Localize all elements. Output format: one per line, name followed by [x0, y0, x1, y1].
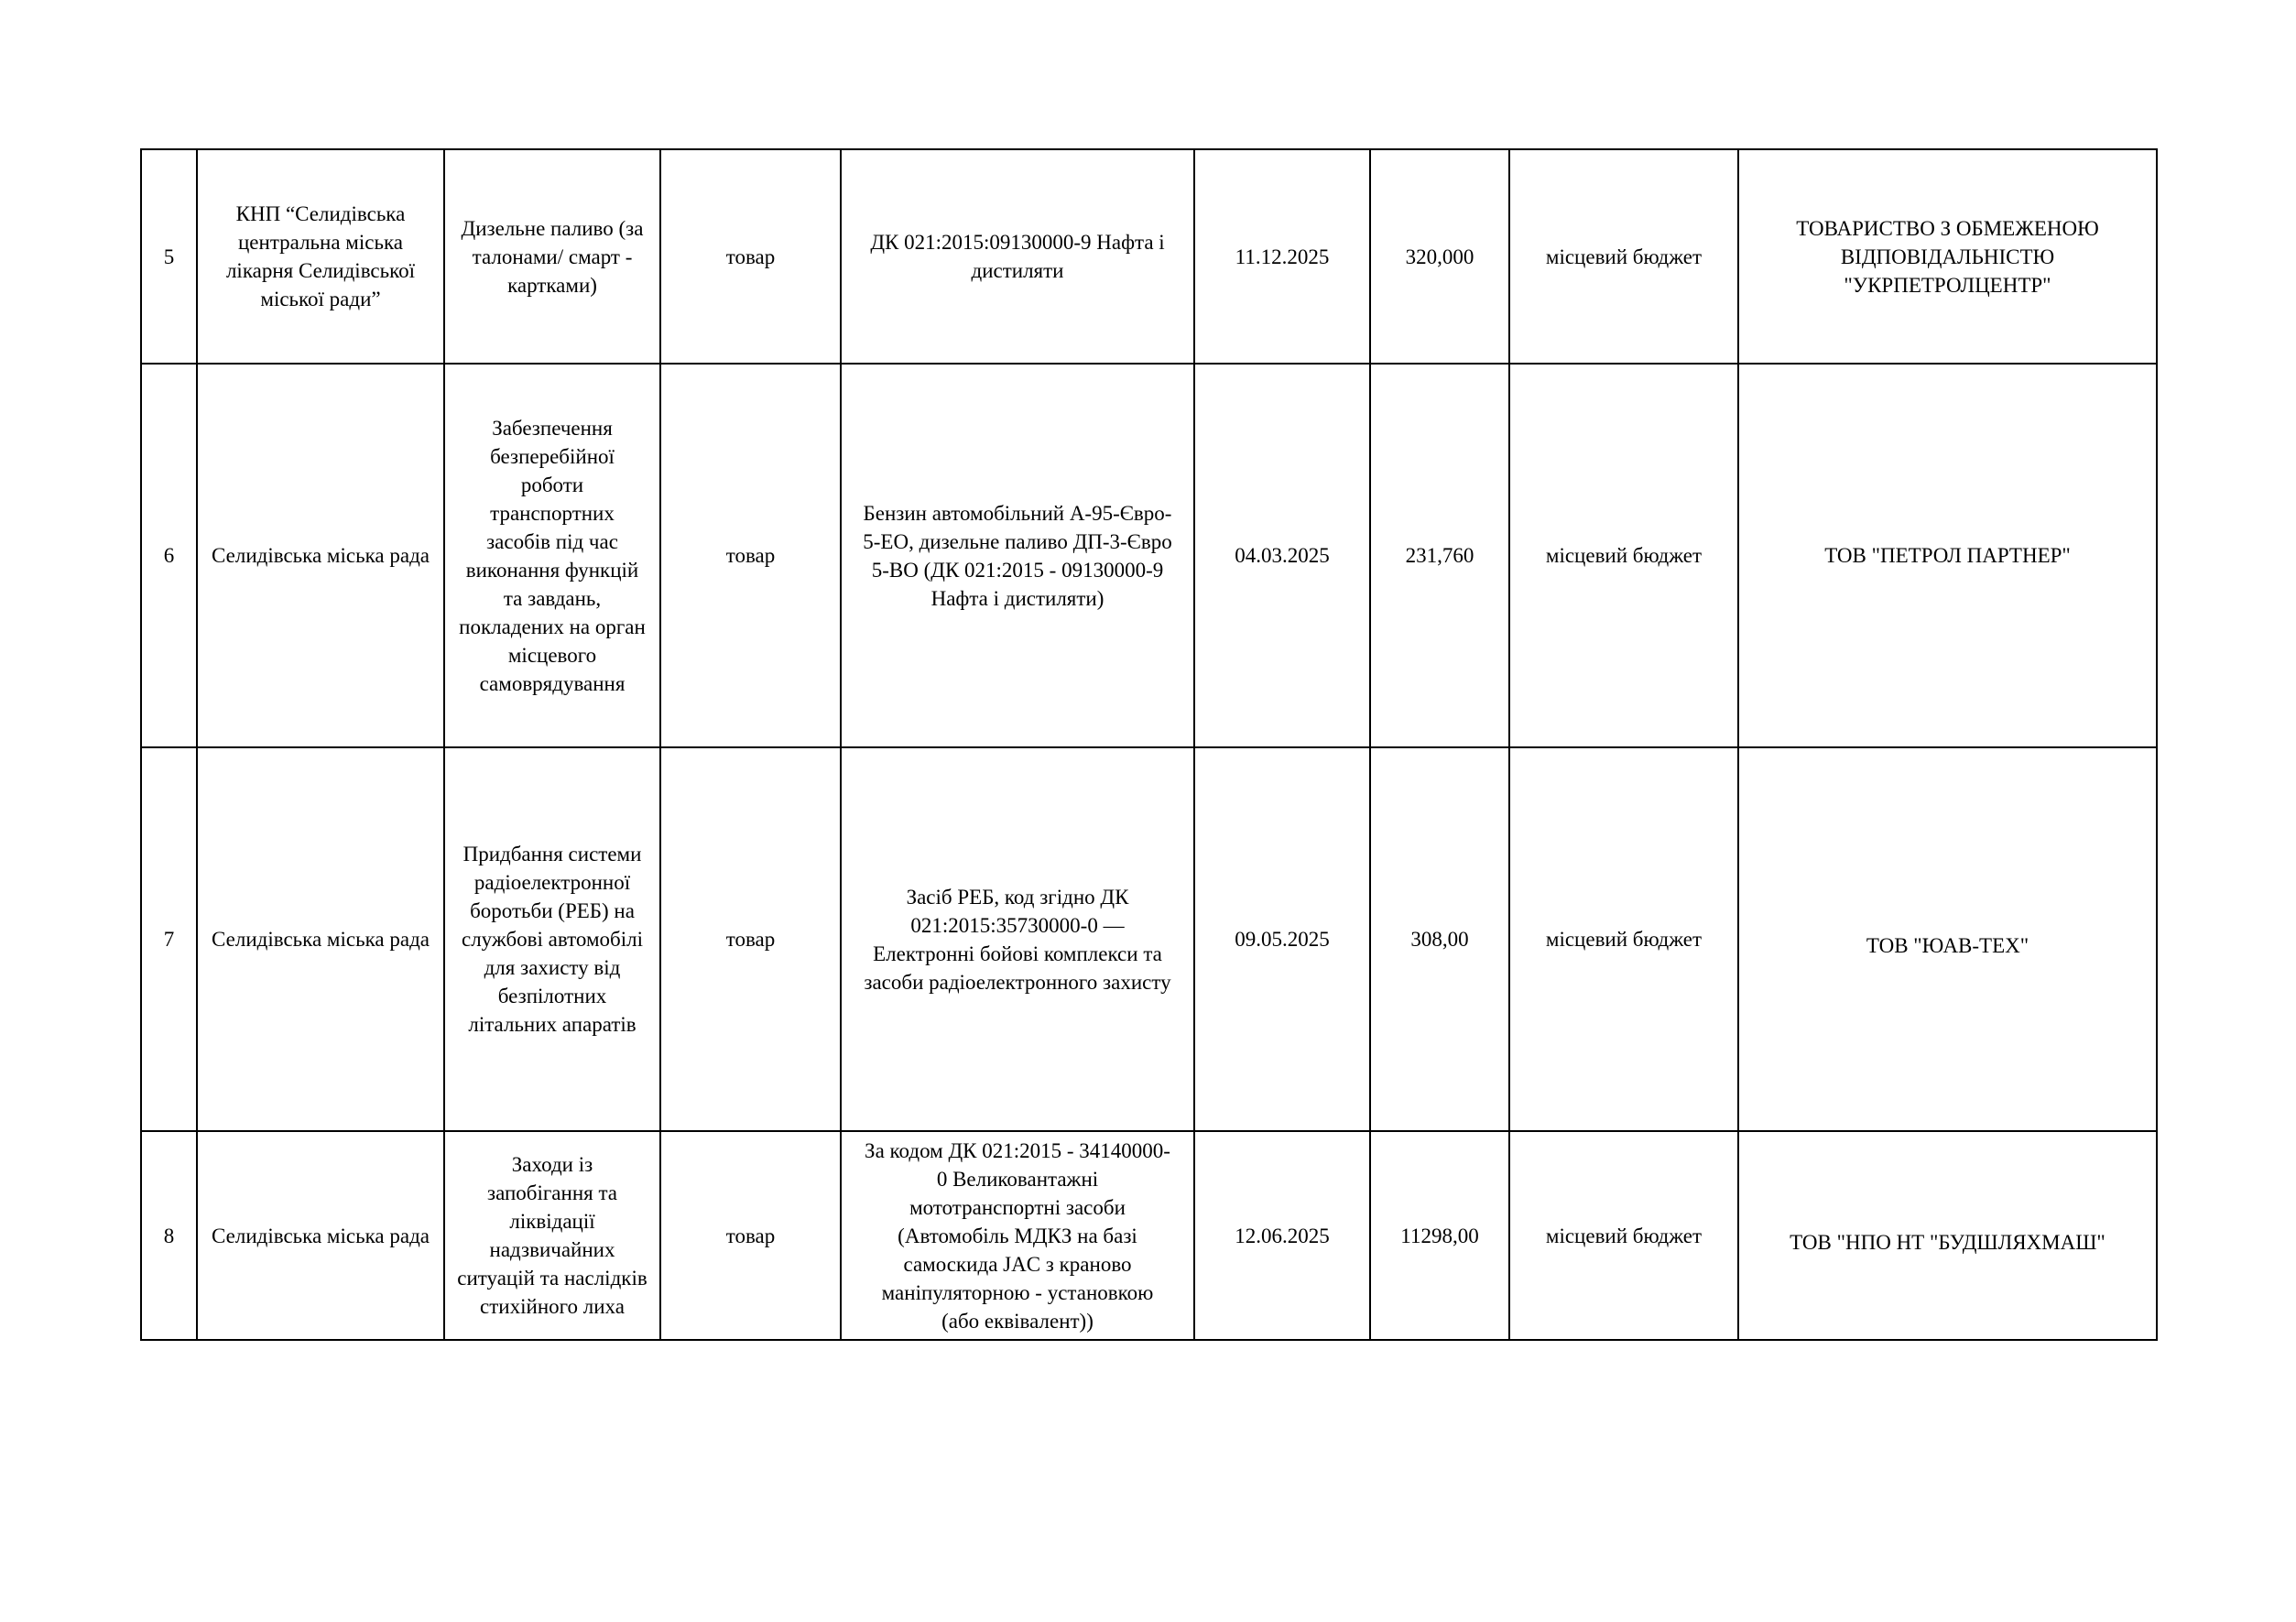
- code-cell: Засіб РЕБ, код згідно ДК 021:2015:35730000-0 — Електронні бойові комплекси та засоби радіоелектронного захисту: [841, 747, 1194, 1131]
- row-number: 5: [141, 149, 197, 364]
- amount-cell: 320,000: [1370, 149, 1509, 364]
- date-cell: 12.06.2025: [1194, 1131, 1370, 1340]
- code-cell: Бензин автомобільний А-95-Євро- 5-ЕО, дизельне паливо ДП-3-Євро 5-ВО (ДК 021:2015 - 09130000-9 Нафта і дистиляти): [841, 364, 1194, 747]
- row-number: 7: [141, 747, 197, 1131]
- type-cell: товар: [660, 364, 841, 747]
- date-cell: 09.05.2025: [1194, 747, 1370, 1131]
- date-cell: 11.12.2025: [1194, 149, 1370, 364]
- type-cell: товар: [660, 747, 841, 1131]
- subject-cell: Придбання системи радіоелектронної боротьби (РЕБ) на службові автомобілі для захисту від безпілотних літальних апаратів: [444, 747, 660, 1131]
- date-cell: 04.03.2025: [1194, 364, 1370, 747]
- supplier-cell: ТОВ "ЮАВ-ТЕХ": [1738, 747, 2157, 1131]
- code-cell: За кодом ДК 021:2015 - 34140000- 0 Великовантажні мототранспортні засоби (Автомобіль МДКЗ на базі самоскида JAC з краново маніпуляторною - установкою (або еквівалент)): [841, 1131, 1194, 1340]
- customer-cell: Селидівська міська рада: [197, 1131, 444, 1340]
- customer-cell: Селидівська міська рада: [197, 364, 444, 747]
- customer-cell: КНП “Селидівська центральна міська лікарня Селидівської міської ради”: [197, 149, 444, 364]
- supplier-cell: ТОВ "НПО НТ "БУДШЛЯХМАШ": [1738, 1131, 2157, 1340]
- amount-cell: 231,760: [1370, 364, 1509, 747]
- funding-source-cell: місцевий бюджет: [1509, 149, 1738, 364]
- table-row: [141, 364, 2157, 747]
- procurement-table: [140, 148, 2158, 1341]
- amount-cell: 308,00: [1370, 747, 1509, 1131]
- subject-cell: Дизельне паливо (за талонами/ смарт - картками): [444, 149, 660, 364]
- subject-cell: Заходи із запобігання та ліквідації надзвичайних ситуацій та наслідків стихійного лиха: [444, 1131, 660, 1340]
- table-row: [141, 149, 2157, 364]
- funding-source-cell: місцевий бюджет: [1509, 1131, 1738, 1340]
- table-row: [141, 747, 2157, 1131]
- supplier-cell: ТОВАРИСТВО З ОБМЕЖЕНОЮ ВІДПОВІДАЛЬНІСТЮ "УКРПЕТРОЛЦЕНТР": [1738, 149, 2157, 364]
- funding-source-cell: місцевий бюджет: [1509, 364, 1738, 747]
- type-cell: товар: [660, 1131, 841, 1340]
- subject-cell: Забезпечення безперебійної роботи транспортних засобів під час виконання функцій та завдань, покладених на орган місцевого самоврядування: [444, 364, 660, 747]
- amount-cell: 11298,00: [1370, 1131, 1509, 1340]
- table-row: [141, 1131, 2157, 1340]
- supplier-cell: ТОВ "ПЕТРОЛ ПАРТНЕР": [1738, 364, 2157, 747]
- code-cell: ДК 021:2015:09130000-9 Нафта і дистиляти: [841, 149, 1194, 364]
- type-cell: товар: [660, 149, 841, 364]
- customer-cell: Селидівська міська рада: [197, 747, 444, 1131]
- funding-source-cell: місцевий бюджет: [1509, 747, 1738, 1131]
- row-number: 8: [141, 1131, 197, 1340]
- row-number: 6: [141, 364, 197, 747]
